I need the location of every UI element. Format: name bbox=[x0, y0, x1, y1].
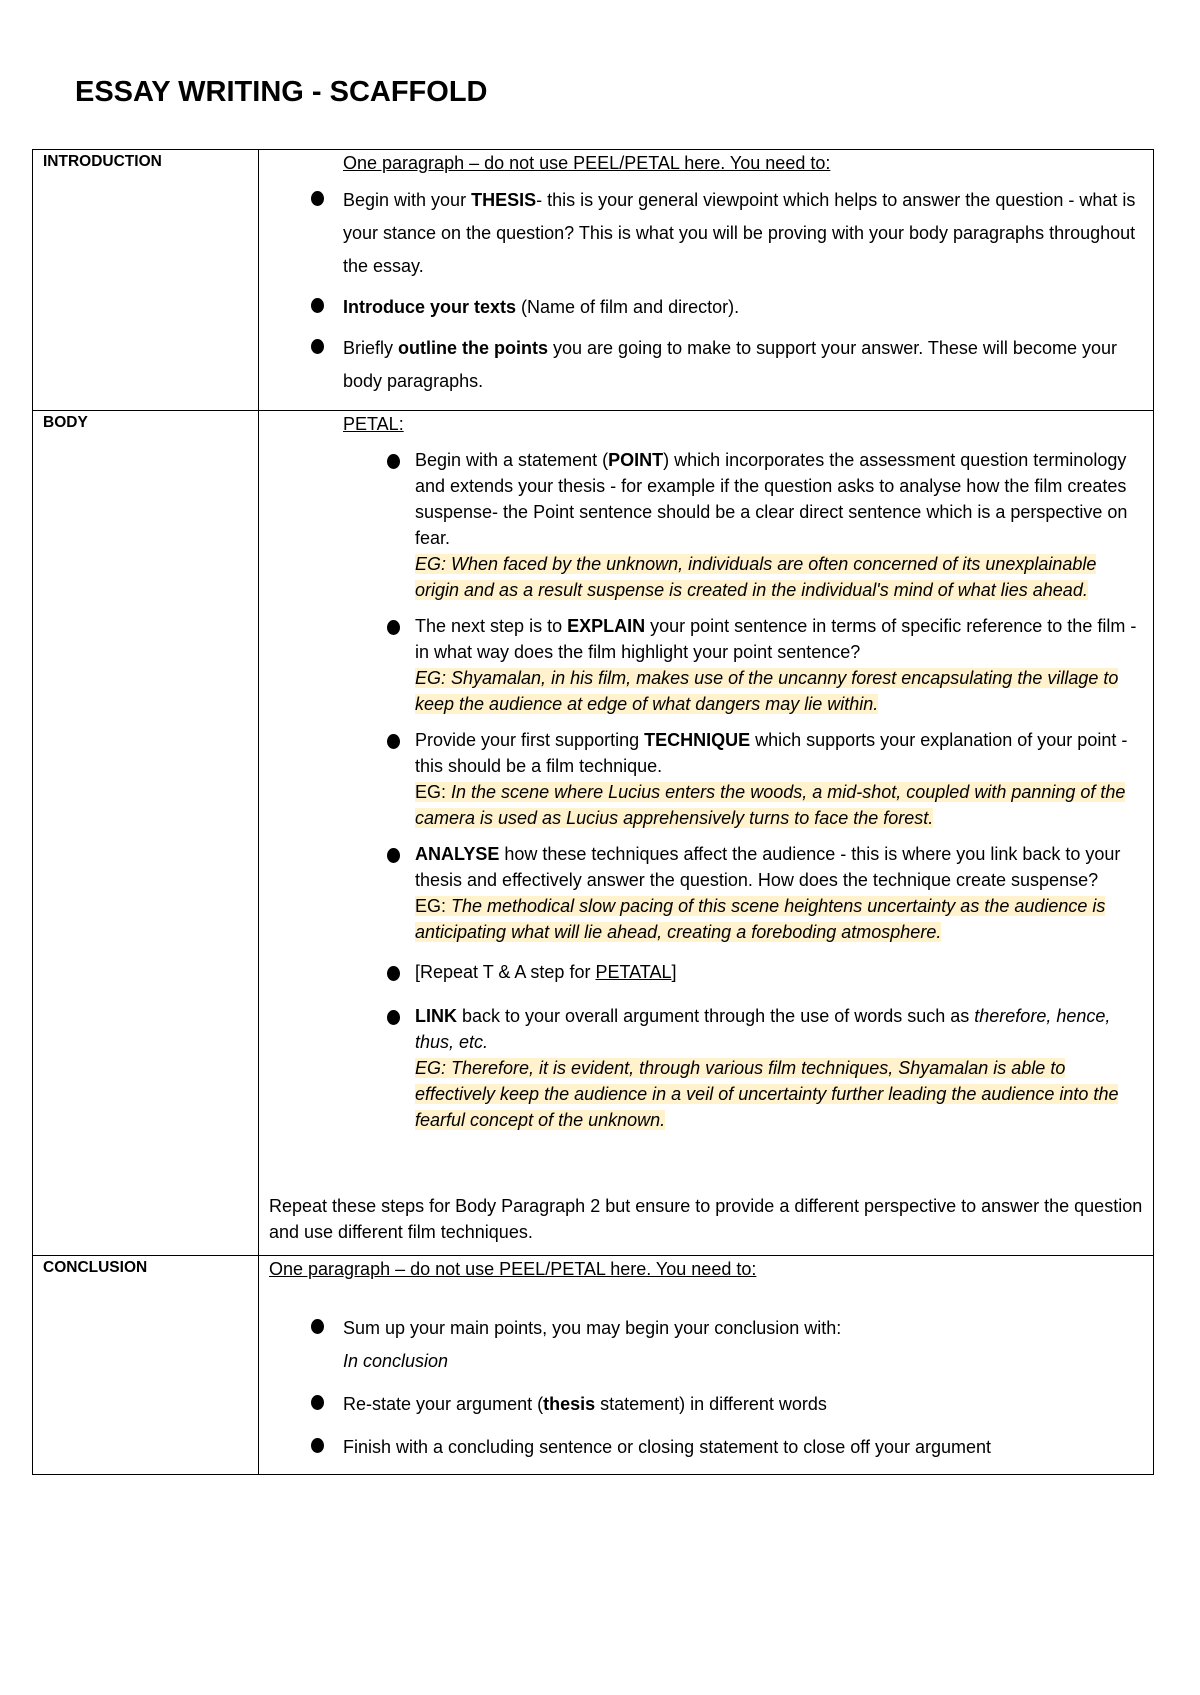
list-item bbox=[259, 332, 1143, 398]
list-item bbox=[269, 1003, 1143, 1133]
list-item bbox=[259, 184, 1143, 283]
conclusion-heading: One paragraph – do not use PEEL/PETAL here. You need to: bbox=[269, 1259, 757, 1279]
list-item bbox=[269, 1431, 1143, 1464]
repeat-instruction: Repeat these steps for Body Paragraph 2 but ensure to provide a different perspective to answer the question and use different film techniques. bbox=[269, 1196, 1143, 1242]
example-text: EG: When faced by the unknown, individuals are often concerned of its unexplainable origin and as a result suspense is created in the individual's mind of what lies ahead. bbox=[415, 554, 1097, 600]
text: (Name of film and director). bbox=[516, 297, 740, 317]
page-title: ESSAY WRITING - SCAFFOLD bbox=[75, 76, 488, 108]
example-text: EG: Shyamalan, in his film, makes use of the uncanny forest encapsulating the village to keep the audience at edge of what dangers may lie within. bbox=[415, 668, 1119, 714]
text: ] bbox=[671, 962, 677, 982]
text: Briefly bbox=[343, 338, 399, 358]
text: Sum up your main points, you may begin your conclusion with: bbox=[343, 1318, 842, 1338]
text: Begin with a statement ( bbox=[415, 450, 609, 470]
example-prefix: EG: bbox=[415, 782, 452, 802]
text: Finish with a concluding sentence or closing statement to close off your argument bbox=[343, 1437, 992, 1457]
conclusion-row bbox=[33, 1256, 1154, 1475]
list-item bbox=[269, 727, 1143, 831]
text: PETATAL bbox=[595, 962, 672, 982]
text: which supports your explanation of your point - this should be a film technique. bbox=[415, 730, 1128, 776]
list-item bbox=[269, 613, 1143, 717]
text: therefore, hence, thus, etc. bbox=[415, 1006, 1111, 1052]
bullet-icon bbox=[311, 1438, 324, 1453]
bullet-icon bbox=[311, 298, 324, 313]
text: Introduce your texts bbox=[343, 297, 517, 317]
text: The next step is to bbox=[415, 616, 568, 636]
body-label: BODY bbox=[33, 411, 259, 1256]
text: - this is your general viewpoint which helps to answer the question - what is your stance on the question? This is what you will be proving with your body paragraphs throughout the essay. bbox=[343, 190, 1136, 276]
scaffold-table bbox=[32, 149, 1154, 1475]
example-prefix: EG: bbox=[415, 896, 452, 916]
text: In conclusion bbox=[343, 1351, 449, 1371]
bullet-icon bbox=[387, 1010, 400, 1025]
body-row bbox=[33, 411, 1154, 1256]
list-item bbox=[269, 1312, 1143, 1378]
text: back to your overall argument through the use of words such as bbox=[457, 1006, 975, 1026]
example-text: The methodical slow pacing of this scene heightens uncertainty as the audience is anticipating what will lie ahead, creating a foreboding atmosphere. bbox=[415, 896, 1106, 942]
conclusion-content bbox=[259, 1256, 1154, 1475]
text: ANALYSE bbox=[415, 844, 500, 864]
text: Re-state your argument ( bbox=[343, 1394, 544, 1414]
bullet-icon bbox=[311, 1395, 324, 1410]
list-item bbox=[269, 1388, 1143, 1421]
bullet-icon bbox=[387, 848, 400, 863]
petal-heading: PETAL: bbox=[343, 414, 404, 434]
example-text: In the scene where Lucius enters the woods, a mid-shot, coupled with panning of the camera is used as Lucius apprehensively turns to face the forest. bbox=[415, 782, 1126, 828]
text: Begin with your bbox=[343, 190, 472, 210]
bullet-icon bbox=[387, 734, 400, 749]
text: POINT bbox=[608, 450, 664, 470]
bullet-icon bbox=[311, 1319, 324, 1334]
text: thesis bbox=[543, 1394, 596, 1414]
text: Provide your first supporting bbox=[415, 730, 645, 750]
example-text: EG: Therefore, it is evident, through various film techniques, Shyamalan is able to effectively keep the audience in a veil of uncertainty further leading the audience into the fearful concept of the unknown. bbox=[415, 1058, 1119, 1130]
list-item bbox=[269, 959, 1143, 985]
list-item bbox=[269, 841, 1143, 945]
conclusion-label: CONCLUSION bbox=[33, 1256, 259, 1475]
text: you are going to make to support your answer. These will become your body paragraphs. bbox=[343, 338, 1117, 391]
text: how these techniques affect the audience - this is where you link back to your thesis and effectively answer the question. How does the technique create suspense? bbox=[415, 844, 1121, 890]
body-content bbox=[259, 411, 1154, 1256]
text: [Repeat T & A step for bbox=[415, 962, 596, 982]
text: your point sentence in terms of specific reference to the film - in what way does the film highlight your point sentence? bbox=[415, 616, 1137, 662]
text: outline the points bbox=[398, 338, 549, 358]
bullet-icon bbox=[387, 454, 400, 469]
bullet-icon bbox=[311, 191, 324, 206]
introduction-content bbox=[259, 150, 1154, 411]
text: EXPLAIN bbox=[567, 616, 646, 636]
introduction-heading: One paragraph – do not use PEEL/PETAL here. You need to: bbox=[343, 153, 831, 173]
text: THESIS bbox=[471, 190, 537, 210]
list-item bbox=[259, 291, 1143, 324]
list-item bbox=[269, 447, 1143, 603]
text: LINK bbox=[415, 1006, 457, 1026]
introduction-label: INTRODUCTION bbox=[33, 150, 259, 411]
introduction-row bbox=[33, 150, 1154, 411]
bullet-icon bbox=[387, 620, 400, 635]
bullet-icon bbox=[387, 966, 400, 981]
text: statement) in different words bbox=[595, 1394, 827, 1414]
text: ) which incorporates the assessment question terminology and extends your thesis - for example if the question asks to analyse how the film creates suspense- the Point sentence should be a clear direct sentence which is a perspective on fear. bbox=[415, 450, 1128, 548]
bullet-icon bbox=[311, 339, 324, 354]
text: TECHNIQUE bbox=[644, 730, 751, 750]
